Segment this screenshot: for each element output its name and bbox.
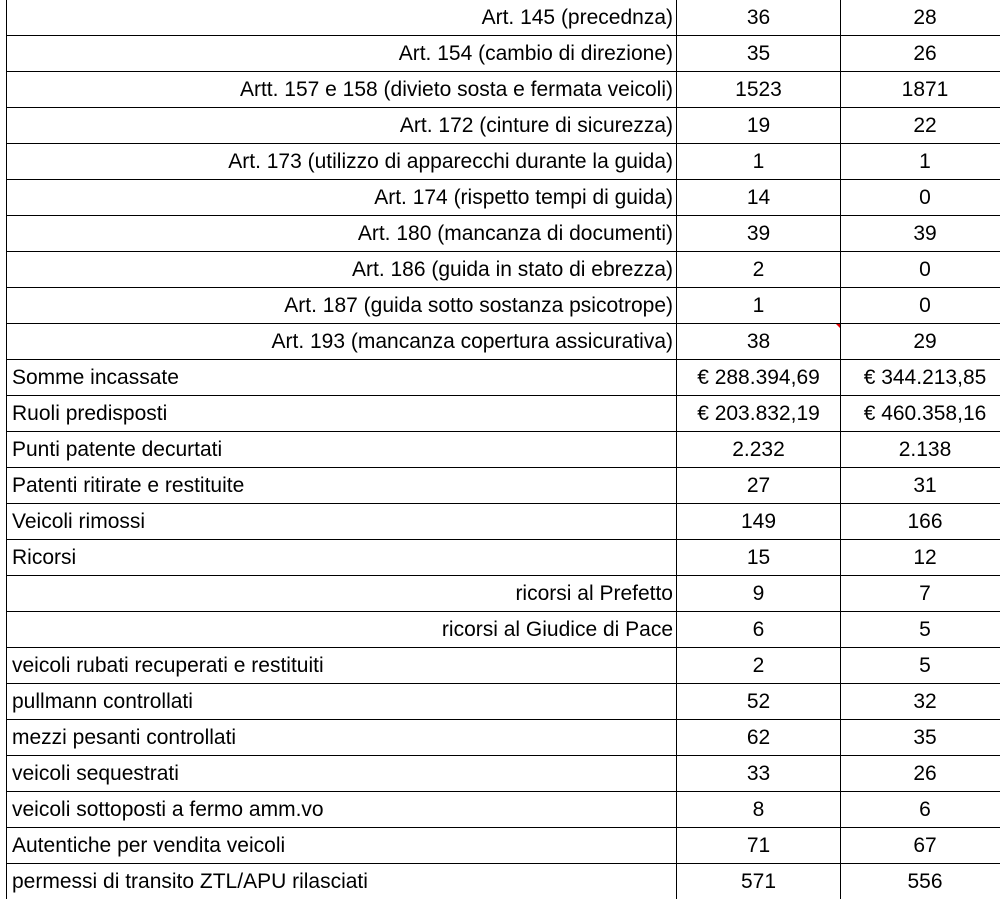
value-cell-col2[interactable]: 5 bbox=[841, 648, 1000, 684]
value-cell-col1[interactable]: 2 bbox=[677, 252, 841, 288]
value-cell-col1[interactable]: € 203.832,19 bbox=[677, 396, 841, 432]
value-cell-col1[interactable]: € 288.394,69 bbox=[677, 360, 841, 396]
row-label-cell[interactable]: Ruoli predisposti bbox=[7, 396, 677, 432]
table-row bbox=[7, 36, 1000, 72]
value-cell-col1[interactable]: 571 bbox=[677, 864, 841, 900]
row-label-cell[interactable]: Art. 145 (precednza) bbox=[7, 0, 677, 36]
row-label-cell[interactable]: Patenti ritirate e restituite bbox=[7, 468, 677, 504]
row-label-cell[interactable]: Punti patente decurtati bbox=[7, 432, 677, 468]
value-cell-col2[interactable]: 0 bbox=[841, 252, 1000, 288]
value-cell-col2[interactable]: 67 bbox=[841, 828, 1000, 864]
table-row bbox=[7, 792, 1000, 828]
value-cell-col2[interactable]: 2.138 bbox=[841, 432, 1000, 468]
table-row bbox=[7, 216, 1000, 252]
value-cell-col2[interactable]: 7 bbox=[841, 576, 1000, 612]
row-label-cell[interactable]: Somme incassate bbox=[7, 360, 677, 396]
value-cell-col2[interactable]: 28 bbox=[841, 0, 1000, 36]
value-cell-col2[interactable]: € 344.213,85 bbox=[841, 360, 1000, 396]
value-cell-col2[interactable]: 0 bbox=[841, 288, 1000, 324]
value-cell-col2[interactable]: 32 bbox=[841, 684, 1000, 720]
row-label-cell[interactable]: Veicoli rimossi bbox=[7, 504, 677, 540]
row-label-cell[interactable]: Art. 172 (cinture di sicurezza) bbox=[7, 108, 677, 144]
value-cell-col1[interactable]: 14 bbox=[677, 180, 841, 216]
value-cell-col2[interactable]: 29 bbox=[841, 324, 1000, 360]
value-cell-col1[interactable]: 62 bbox=[677, 720, 841, 756]
value-cell-col2[interactable]: 35 bbox=[841, 720, 1000, 756]
value-cell-col1[interactable]: 38 bbox=[677, 324, 841, 360]
table-row bbox=[7, 72, 1000, 108]
value-cell-col2[interactable]: € 460.358,16 bbox=[841, 396, 1000, 432]
value-cell-col1[interactable]: 1523 bbox=[677, 72, 841, 108]
table-row bbox=[7, 288, 1000, 324]
table-row bbox=[7, 396, 1000, 432]
value-cell-col1[interactable]: 52 bbox=[677, 684, 841, 720]
row-label-cell[interactable]: Art. 187 (guida sotto sostanza psicotrope) bbox=[7, 288, 677, 324]
row-label-cell[interactable]: mezzi pesanti controllati bbox=[7, 720, 677, 756]
value-cell-col2[interactable]: 26 bbox=[841, 756, 1000, 792]
value-cell-col2[interactable]: 556 bbox=[841, 864, 1000, 900]
row-label-cell[interactable]: Artt. 157 e 158 (divieto sosta e fermata veicoli) bbox=[7, 72, 677, 108]
value-cell-col2[interactable]: 0 bbox=[841, 180, 1000, 216]
row-label-cell[interactable]: veicoli rubati recuperati e restituiti bbox=[7, 648, 677, 684]
cell-comment-indicator[interactable] bbox=[835, 324, 841, 330]
table-row bbox=[7, 756, 1000, 792]
row-label-cell[interactable]: ricorsi al Giudice di Pace bbox=[7, 612, 677, 648]
value-cell-col1[interactable]: 1 bbox=[677, 288, 841, 324]
value-cell-col1[interactable]: 27 bbox=[677, 468, 841, 504]
value-cell-col2[interactable]: 31 bbox=[841, 468, 1000, 504]
table-row bbox=[7, 180, 1000, 216]
value-cell-col1[interactable]: 35 bbox=[677, 36, 841, 72]
value-cell-col2[interactable]: 39 bbox=[841, 216, 1000, 252]
value-cell-col2[interactable]: 22 bbox=[841, 108, 1000, 144]
table-row bbox=[7, 684, 1000, 720]
value-cell-col1[interactable]: 39 bbox=[677, 216, 841, 252]
value-cell-col2[interactable]: 26 bbox=[841, 36, 1000, 72]
value-cell-col2[interactable]: 5 bbox=[841, 612, 1000, 648]
table-row bbox=[7, 432, 1000, 468]
statistics-table bbox=[6, 0, 1000, 899]
value-cell-col2[interactable]: 1 bbox=[841, 144, 1000, 180]
table-row bbox=[7, 612, 1000, 648]
value-cell-col2[interactable]: 1871 bbox=[841, 72, 1000, 108]
table-row bbox=[7, 648, 1000, 684]
table-row bbox=[7, 324, 1000, 360]
table-row bbox=[7, 576, 1000, 612]
row-label-cell[interactable]: Art. 154 (cambio di direzione) bbox=[7, 36, 677, 72]
row-label-cell[interactable]: permessi di transito ZTL/APU rilasciati bbox=[7, 864, 677, 900]
value-cell-col1[interactable]: 71 bbox=[677, 828, 841, 864]
row-label-cell[interactable]: Art. 174 (rispetto tempi di guida) bbox=[7, 180, 677, 216]
table-row bbox=[7, 144, 1000, 180]
table-row bbox=[7, 540, 1000, 576]
row-label-cell[interactable]: ricorsi al Prefetto bbox=[7, 576, 677, 612]
row-label-cell[interactable]: veicoli sottoposti a fermo amm.vo bbox=[7, 792, 677, 828]
value-cell-col1[interactable]: 149 bbox=[677, 504, 841, 540]
row-label-cell[interactable]: Ricorsi bbox=[7, 540, 677, 576]
row-label-cell[interactable]: Art. 173 (utilizzo di apparecchi durante la guida) bbox=[7, 144, 677, 180]
value-cell-col1[interactable]: 15 bbox=[677, 540, 841, 576]
row-label-cell[interactable]: Art. 186 (guida in stato di ebrezza) bbox=[7, 252, 677, 288]
value-cell-col1[interactable]: 6 bbox=[677, 612, 841, 648]
table-row bbox=[7, 468, 1000, 504]
row-label-cell[interactable]: veicoli sequestrati bbox=[7, 756, 677, 792]
value-cell-col2[interactable]: 12 bbox=[841, 540, 1000, 576]
row-label-cell[interactable]: Autentiche per vendita veicoli bbox=[7, 828, 677, 864]
value-cell-col2[interactable]: 6 bbox=[841, 792, 1000, 828]
row-label-cell[interactable]: Art. 180 (mancanza di documenti) bbox=[7, 216, 677, 252]
value-cell-col1[interactable]: 8 bbox=[677, 792, 841, 828]
table-row bbox=[7, 720, 1000, 756]
table-row bbox=[7, 504, 1000, 540]
value-cell-col1[interactable]: 2.232 bbox=[677, 432, 841, 468]
value-cell-col1[interactable]: 36 bbox=[677, 0, 841, 36]
value-cell-col2[interactable]: 166 bbox=[841, 504, 1000, 540]
value-cell-col1[interactable]: 33 bbox=[677, 756, 841, 792]
table-row bbox=[7, 0, 1000, 36]
value-cell-col1[interactable]: 1 bbox=[677, 144, 841, 180]
table-row bbox=[7, 360, 1000, 396]
value-cell-col1[interactable]: 9 bbox=[677, 576, 841, 612]
table-row bbox=[7, 828, 1000, 864]
table-row bbox=[7, 864, 1000, 900]
row-label-cell[interactable]: pullmann controllati bbox=[7, 684, 677, 720]
value-cell-col1[interactable]: 19 bbox=[677, 108, 841, 144]
table-row bbox=[7, 252, 1000, 288]
value-cell-col1[interactable]: 2 bbox=[677, 648, 841, 684]
table-row bbox=[7, 108, 1000, 144]
row-label-cell[interactable]: Art. 193 (mancanza copertura assicurativa) bbox=[7, 324, 677, 360]
